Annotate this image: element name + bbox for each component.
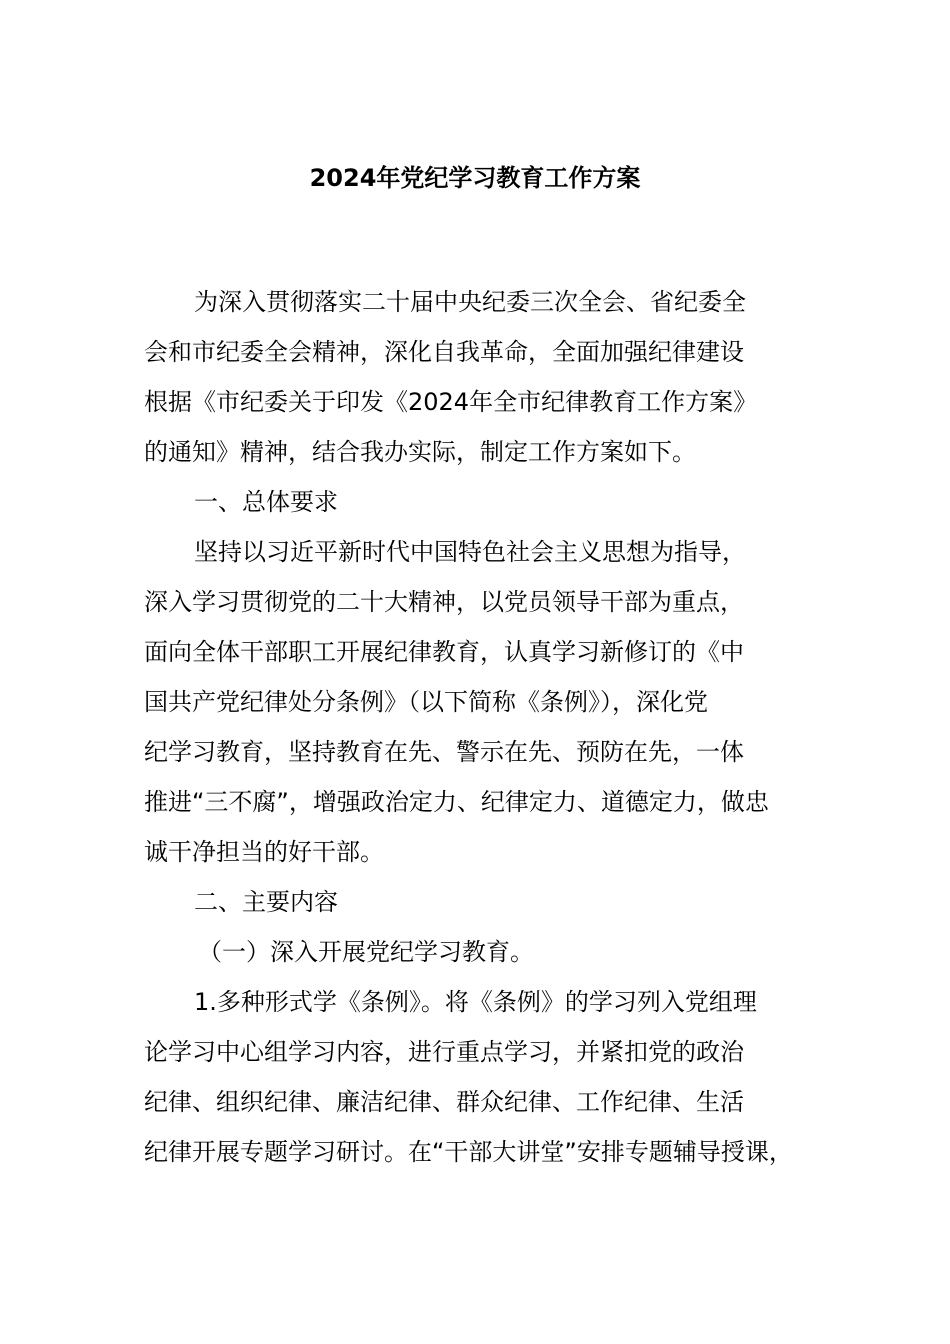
paragraph-2-line-6: 推进“三不腐”，增强政治定力、纪律定力、道德定力，做忠 [144, 788, 769, 816]
paragraph-3-line-3: 纪律、组织纪律、廉洁纪律、群众纪律、工作纪律、生活 [144, 1088, 744, 1116]
paragraph-3-line-1: 1.多种形式学《条例》。将《条例》的学习列入党组理 [194, 988, 757, 1016]
paragraph-2-line-5: 纪学习教育，坚持教育在先、警示在先、预防在先，一体 [144, 738, 744, 766]
paragraph-2-line-7: 诚干净担当的好干部。 [144, 838, 384, 866]
paragraph-2-line-2: 深入学习贯彻党的二十大精神，以党员领导干部为重点， [144, 588, 744, 616]
paragraph-1-line-4: 的通知》精神，结合我办实际，制定工作方案如下。 [144, 438, 696, 466]
paragraph-3-line-2: 论学习中心组学习内容，进行重点学习，并紧扣党的政治 [144, 1038, 744, 1066]
paragraph-1-line-3: 根据《市纪委关于印发《2024年全市纪律教育工作方案》 [144, 388, 758, 416]
paragraph-2-line-3: 面向全体干部职工开展纪律教育，认真学习新修订的《中 [144, 638, 744, 666]
paragraph-1-line-2: 会和市纪委全会精神，深化自我革命，全面加强纪律建设 [144, 338, 744, 366]
paragraph-1-line-1: 为深入贯彻落实二十届中央纪委三次全会、省纪委全 [194, 288, 746, 316]
paragraph-3-line-4: 纪律开展专题学习研讨。在“干部大讲堂”安排专题辅导授课， [144, 1138, 793, 1166]
section-heading-main-content: 二、主要内容 [194, 888, 338, 916]
section-heading-general-requirements: 一、总体要求 [194, 488, 338, 516]
paragraph-2-line-1: 坚持以习近平新时代中国特色社会主义思想为指导， [194, 538, 746, 566]
paragraph-2-line-4: 国共产党纪律处分条例》（以下简称《条例》），深化党 [144, 688, 708, 716]
subsection-heading-1: （一）深入开展党纪学习教育。 [198, 938, 534, 966]
document-title: 2024年党纪学习教育工作方案 [309, 164, 641, 192]
